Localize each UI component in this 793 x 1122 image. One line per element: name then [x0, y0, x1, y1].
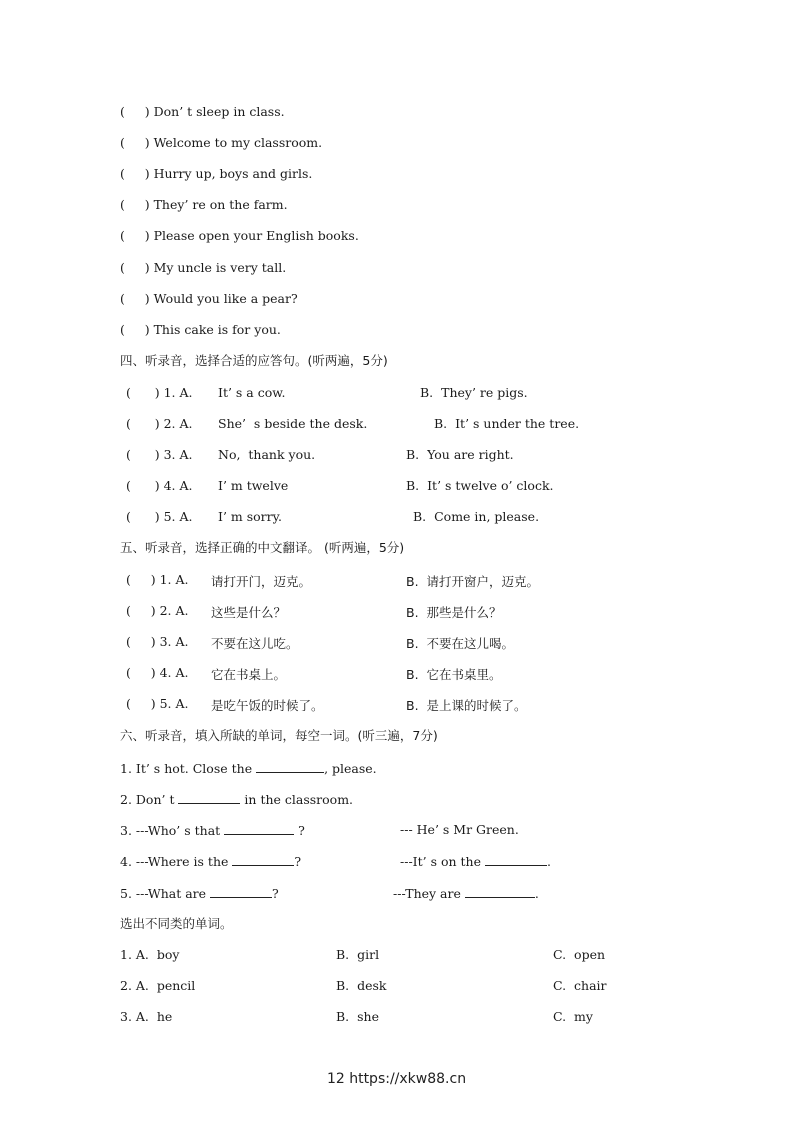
option-a: No, thank you.	[218, 447, 316, 462]
answer-text: .	[546, 854, 551, 869]
option-a: She’ s beside the desk.	[218, 416, 368, 431]
question-text: 4. ---Where is the	[120, 854, 233, 869]
word-option: 1. A. boy	[120, 947, 180, 962]
question-text: 2. Don’ t	[120, 792, 179, 807]
question-number: ( ) 3. A.	[126, 634, 189, 649]
item-line: ( ) Please open your English books.	[120, 228, 359, 243]
word-option: B. she	[336, 1009, 379, 1024]
option-b: B. It’ s under the tree.	[434, 416, 580, 431]
option-b: B. They’ re pigs.	[420, 385, 528, 400]
question-text: 1. It’ s hot. Close the	[120, 761, 257, 776]
option-a: I’ m sorry.	[218, 509, 282, 524]
question-number: ( ) 3. A.	[126, 447, 193, 462]
answer-line	[400, 853, 551, 869]
answer-text: ---It’ s on the	[400, 854, 485, 869]
question-text: 5. ---What are	[120, 886, 211, 901]
option-a: I’ m twelve	[218, 478, 289, 493]
question-number: ( ) 2. A.	[126, 416, 193, 431]
option-a: It’ s a cow.	[218, 385, 286, 400]
option-b: B. 请打开窗户，迈克。	[406, 574, 539, 589]
question-text: ?	[294, 854, 302, 869]
word-option: C. my	[553, 1009, 593, 1024]
option-b: B. Come in, please.	[413, 509, 540, 524]
fill-question	[120, 853, 301, 870]
question-number: ( ) 4. A.	[126, 478, 193, 493]
section-heading: 六、听录音，填入所缺的单词，每空一词。(听三遍，7分)	[120, 728, 438, 743]
fill-question	[120, 791, 353, 808]
question-text: ?	[294, 823, 305, 838]
fill-question	[120, 760, 377, 777]
option-a: 请打开门，迈克。	[211, 574, 312, 589]
question-text: in the classroom.	[240, 792, 354, 807]
option-a: 这些是什么？	[211, 605, 287, 620]
word-option: B. desk	[336, 978, 387, 993]
answer-blank[interactable]	[178, 791, 240, 804]
option-a: 是吃午饭的时候了。	[211, 698, 324, 713]
item-line: ( ) This cake is for you.	[120, 322, 281, 337]
question-number: ( ) 1. A.	[126, 572, 189, 587]
option-b: B. 那些是什么？	[406, 605, 502, 620]
option-b: B. 不要在这儿喝。	[406, 636, 514, 651]
item-line: ( ) My uncle is very tall.	[120, 260, 287, 275]
answer-text: ---They are	[393, 886, 465, 901]
word-option: 3. A. he	[120, 1009, 173, 1024]
question-text: , please.	[324, 761, 377, 776]
word-option: C. chair	[553, 978, 607, 993]
section-heading: 四、听录音，选择合适的应答句。(听两遍，5分)	[120, 353, 388, 368]
option-b: B. 是上课的时候了。	[406, 698, 527, 713]
option-a: 它在书桌上。	[211, 667, 287, 682]
answer-text: .	[534, 886, 539, 901]
item-line: ( ) They’ re on the farm.	[120, 197, 288, 212]
question-number: ( ) 5. A.	[126, 696, 189, 711]
question-number: ( ) 4. A.	[126, 665, 189, 680]
question-text: ?	[272, 886, 279, 901]
answer-line	[393, 885, 539, 901]
word-option: 2. A. pencil	[120, 978, 196, 993]
question-number: ( ) 5. A.	[126, 509, 193, 524]
option-b: B. 它在书桌里。	[406, 667, 502, 682]
word-option: C. open	[553, 947, 606, 962]
fill-question	[120, 822, 305, 839]
option-a: 不要在这儿吃。	[211, 636, 299, 651]
page-footer: 12 https://xkw88.cn	[326, 1071, 467, 1087]
answer-blank[interactable]	[465, 885, 535, 898]
question-number: ( ) 1. A.	[126, 385, 193, 400]
section-heading: 选出不同类的单词。	[120, 916, 233, 931]
question-number: ( ) 2. A.	[126, 603, 189, 618]
question-text: 3. ---Who’ s that	[120, 823, 225, 838]
answer-text: --- He’ s Mr Green.	[400, 822, 519, 837]
item-line: ( ) Don’ t sleep in class.	[120, 104, 285, 119]
answer-blank[interactable]	[210, 885, 272, 898]
fill-question	[120, 885, 279, 902]
answer-blank[interactable]	[224, 822, 294, 835]
section-heading: 五、听录音，选择正确的中文翻译。 (听两遍，5分)	[120, 540, 405, 555]
answer-blank[interactable]	[232, 853, 294, 866]
item-line: ( ) Would you like a pear?	[120, 291, 298, 306]
option-b: B. You are right.	[406, 447, 514, 462]
item-line: ( ) Hurry up, boys and girls.	[120, 166, 313, 181]
word-option: B. girl	[336, 947, 380, 962]
answer-blank[interactable]	[485, 853, 547, 866]
option-b: B. It’ s twelve o’ clock.	[406, 478, 554, 493]
answer-blank[interactable]	[256, 760, 324, 773]
item-line: ( ) Welcome to my classroom.	[120, 135, 323, 150]
